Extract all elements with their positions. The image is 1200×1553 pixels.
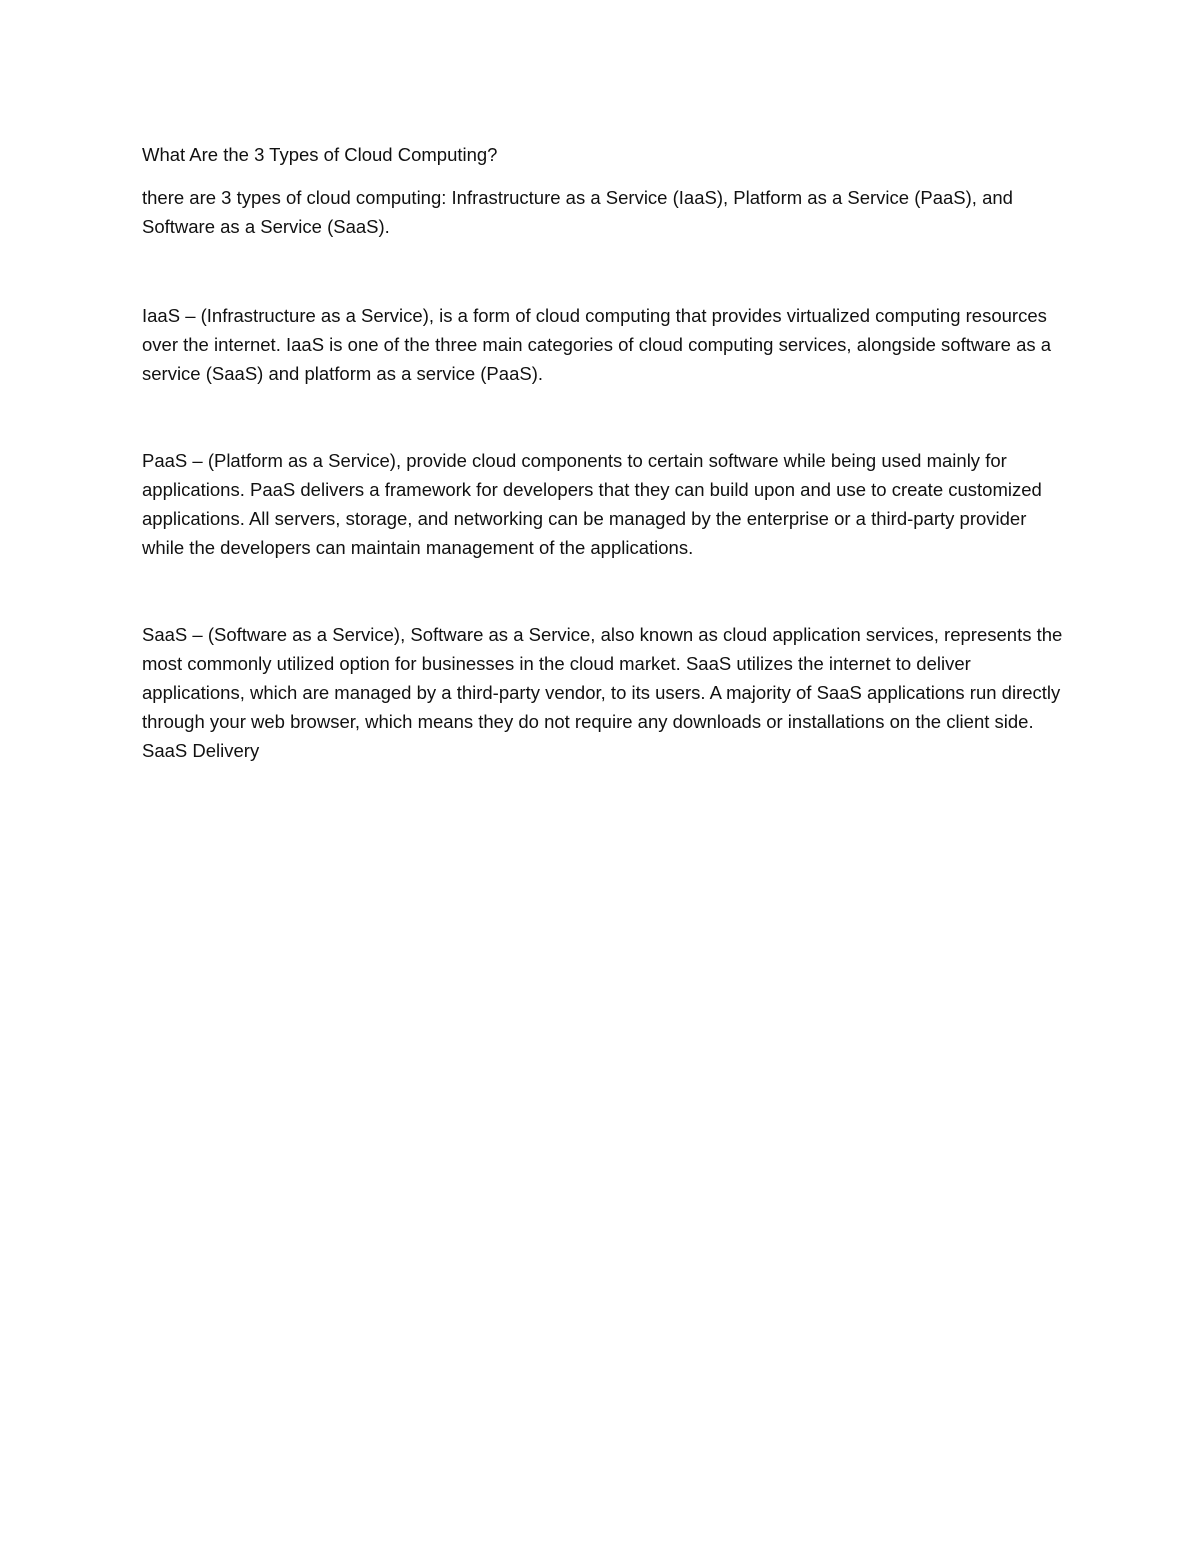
document-body	[142, 140, 1072, 765]
paas-paragraph: PaaS – (Platform as a Service), provide cloud components to certain software while being used mainly for applications. PaaS delivers a framework for developers that they can build upon and use to create customized applications. All servers, storage, and networking can be managed by the enterprise or a third-party provider while the developers can maintain management of the applications.	[142, 450, 1042, 558]
document-title: What Are the 3 Types of Cloud Computing?	[142, 144, 498, 165]
saas-paragraph: SaaS – (Software as a Service), Software as a Service, also known as cloud application services, represents the most commonly utilized option for businesses in the cloud market. SaaS utilizes the internet to deliver applications, which are managed by a third-party vendor, to its users. A majority of SaaS applications run directly through your web browser, which means they do not require any downloads or installations on the client side. SaaS Delivery	[142, 624, 1063, 761]
iaas-paragraph: IaaS – (Infrastructure as a Service), is a form of cloud computing that provides virtualized computing resources over the internet. IaaS is one of the three main categories of cloud computing services, alongside software as a service (SaaS) and platform as a service (PaaS).	[142, 305, 1052, 384]
intro-paragraph: there are 3 types of cloud computing: Infrastructure as a Service (IaaS), Platform as a Service (PaaS), and Software as a Service (SaaS).	[142, 187, 1013, 237]
